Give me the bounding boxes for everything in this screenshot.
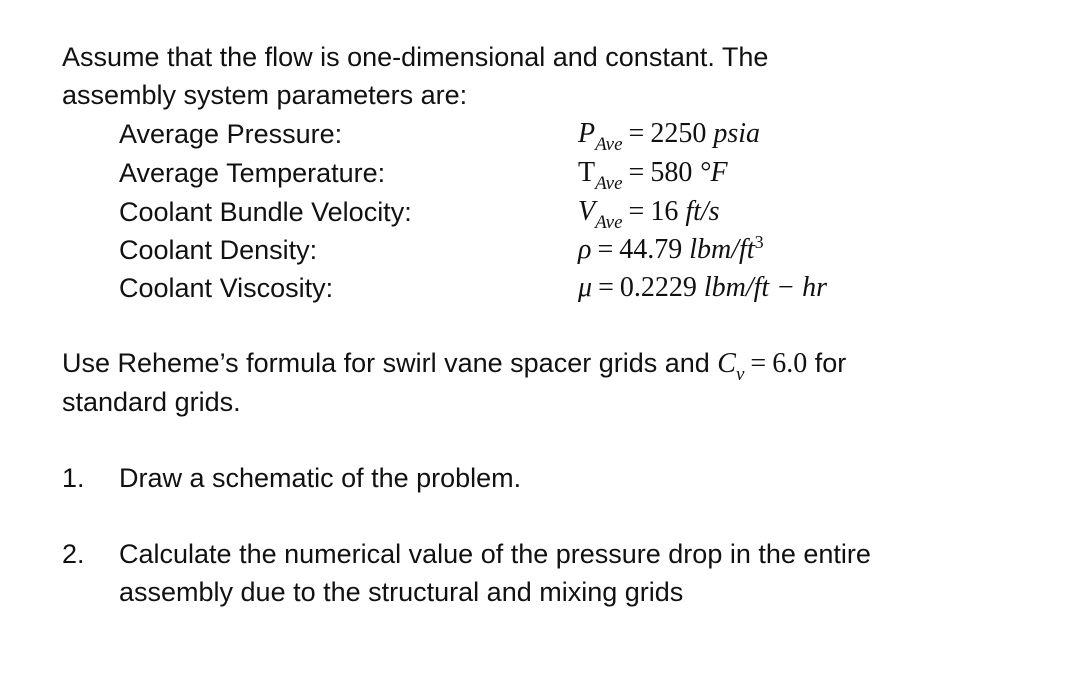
intro-line-1: Assume that the flow is one-dimensional and constant. The [62, 42, 769, 72]
question-1-line-1: Draw a schematic of the problem. [119, 463, 522, 493]
intro-paragraph [62, 38, 768, 114]
coef-subscript: v [735, 364, 745, 385]
question-2-number: 2. [62, 539, 85, 569]
instruction-line-1 [62, 344, 846, 386]
param-value-velocity [578, 193, 720, 234]
question-2-text [119, 535, 871, 611]
density-equals: = [597, 234, 614, 265]
coef-equals: = [750, 348, 767, 379]
coef-symbol: C [717, 348, 736, 379]
density-number: 44.79 [619, 234, 683, 265]
pressure-symbol: P [578, 118, 596, 149]
velocity-number: 16 [650, 196, 679, 227]
instruction-suffix: for [807, 348, 847, 378]
question-1-text [119, 459, 521, 497]
instruction-line-2: standard grids. [62, 387, 241, 417]
density-unit-exponent: 3 [754, 232, 764, 252]
param-label-viscosity: Coolant Viscosity: [119, 273, 334, 303]
viscosity-equals: = [598, 272, 614, 303]
viscosity-symbol: μ [578, 272, 593, 303]
density-unit: lbm/ft [689, 234, 755, 265]
velocity-subscript: Ave [595, 212, 623, 233]
pressure-subscript: Ave [595, 134, 623, 155]
density-symbol: ρ [578, 234, 592, 265]
pressure-number: 2250 [650, 118, 707, 149]
param-label-temperature: Average Temperature: [119, 158, 386, 188]
param-value-temperature [578, 154, 728, 195]
param-value-density [578, 231, 764, 271]
velocity-unit: ft/s [685, 196, 720, 227]
viscosity-unit: lbm/ft − hr [703, 272, 827, 303]
viscosity-number: 0.2229 [619, 272, 697, 303]
question-1-number: 1. [62, 463, 85, 493]
pressure-unit: psia [713, 118, 761, 149]
param-label-pressure: Average Pressure: [119, 119, 343, 149]
temperature-subscript: Ave [595, 173, 623, 194]
temperature-equals: = [628, 157, 645, 188]
velocity-equals: = [628, 196, 645, 227]
coef-value: 6.0 [772, 348, 808, 379]
param-label-density: Coolant Density: [119, 235, 318, 265]
instruction-prefix: Use Reheme’s formula for swirl vane spacer grids and [62, 348, 718, 378]
question-2-line-2: assembly due to the structural and mixing grids [119, 577, 684, 607]
question-2-line-1: Calculate the numerical value of the pressure drop in the entire [119, 539, 871, 569]
param-value-viscosity [578, 269, 827, 307]
param-label-velocity: Coolant Bundle Velocity: [119, 197, 412, 227]
intro-line-2: assembly system parameters are: [62, 80, 468, 110]
param-value-pressure [578, 115, 760, 156]
temperature-symbol: T [578, 157, 596, 188]
pressure-equals: = [628, 118, 645, 149]
velocity-symbol: V [578, 196, 596, 227]
temperature-unit: °F [699, 157, 728, 188]
temperature-number: 580 [650, 157, 693, 188]
